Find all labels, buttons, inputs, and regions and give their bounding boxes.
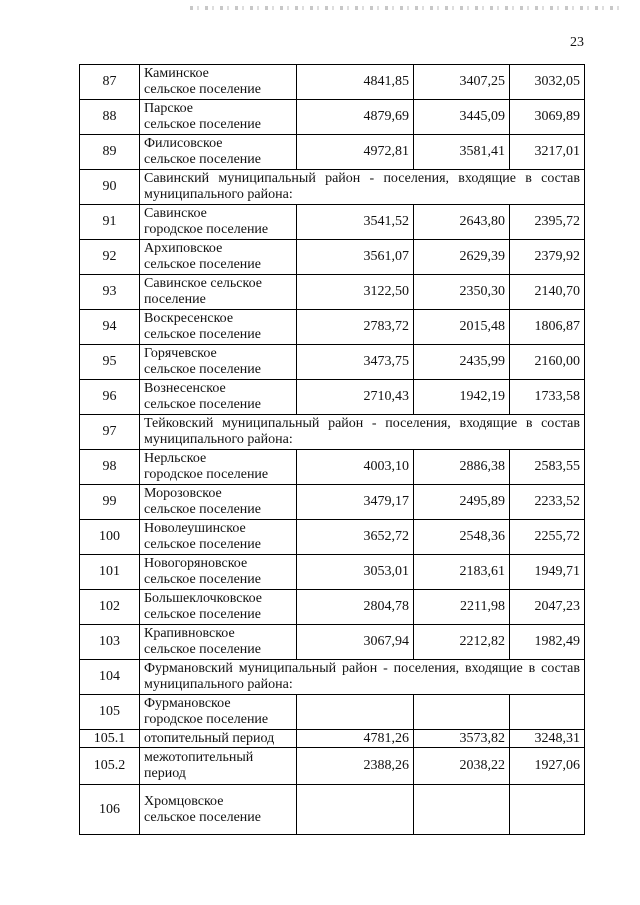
value-cell-v3: 3069,89	[510, 100, 585, 135]
value-cell-v3: 2140,70	[510, 275, 585, 310]
row-number: 96	[80, 380, 140, 415]
settlement-name	[140, 730, 297, 748]
row-number: 97	[80, 415, 140, 450]
row-number: 101	[80, 555, 140, 590]
value-cell-v3: 2233,52	[510, 485, 585, 520]
value-cell-v3: 3248,31	[510, 730, 585, 748]
settlement-name	[140, 520, 297, 555]
table-row	[80, 625, 585, 660]
settlement-name-line2: сельское поселение	[144, 117, 261, 132]
value-cell-v1: 3541,52	[297, 205, 414, 240]
row-number: 91	[80, 205, 140, 240]
value-cell-v3: 2255,72	[510, 520, 585, 555]
table-row	[80, 415, 585, 450]
value-cell-v3: 2379,92	[510, 240, 585, 275]
value-cell-v2: 2886,38	[414, 450, 510, 485]
value-cell-v3	[510, 695, 585, 730]
row-number: 103	[80, 625, 140, 660]
settlement-name	[140, 785, 297, 835]
settlement-name-line2: сельское поселение	[144, 809, 261, 825]
value-cell-v2	[414, 785, 510, 835]
value-cell-v2: 2435,99	[414, 345, 510, 380]
value-cell-v3: 2395,72	[510, 205, 585, 240]
settlement-name-line1: Крапивновское	[144, 626, 235, 641]
settlement-name	[140, 100, 297, 135]
row-number: 89	[80, 135, 140, 170]
settlement-name	[140, 240, 297, 275]
table-row	[80, 345, 585, 380]
settlement-name-line2: поселение	[144, 292, 206, 307]
settlement-name-line1: отопительный период	[144, 730, 275, 746]
value-cell-v1: 4879,69	[297, 100, 414, 135]
table-row	[80, 380, 585, 415]
table-row	[80, 170, 585, 205]
value-cell-v1: 3561,07	[297, 240, 414, 275]
value-cell-v1: 3473,75	[297, 345, 414, 380]
value-cell-v1: 2804,78	[297, 590, 414, 625]
settlement-name-line2: сельское поселение	[144, 257, 261, 272]
row-number: 88	[80, 100, 140, 135]
value-cell-v3: 1733,58	[510, 380, 585, 415]
district-header: Савинский муниципальный район - поселения, входящие в состав муниципального района:	[140, 170, 585, 205]
value-cell-v1: 2388,26	[297, 748, 414, 785]
settlement-name-line1: Парское	[144, 101, 194, 116]
row-number: 105.2	[80, 748, 140, 785]
settlement-name-line1: Большеклочковское	[144, 591, 262, 606]
settlement-name-line1: Воскресенское	[144, 311, 234, 326]
value-cell-v3: 1982,49	[510, 625, 585, 660]
row-number: 90	[80, 170, 140, 205]
value-cell-v1	[297, 695, 414, 730]
settlement-name-line1: Филисовское	[144, 136, 223, 151]
settlement-name-line1: Нерльское	[144, 451, 207, 466]
value-cell-v2: 1942,19	[414, 380, 510, 415]
scan-artifact	[190, 6, 620, 10]
value-cell-v2: 2495,89	[414, 485, 510, 520]
settlement-name-line2: сельское поселение	[144, 327, 261, 342]
row-number: 102	[80, 590, 140, 625]
settlement-name-line2: период	[144, 766, 186, 781]
row-number: 104	[80, 660, 140, 695]
value-cell-v3: 2583,55	[510, 450, 585, 485]
value-cell-v1: 4781,26	[297, 730, 414, 748]
value-cell-v1: 2783,72	[297, 310, 414, 345]
table-row	[80, 485, 585, 520]
value-cell-v3	[510, 785, 585, 835]
row-number: 105	[80, 695, 140, 730]
row-number: 106	[80, 785, 140, 835]
settlement-name	[140, 380, 297, 415]
value-cell-v3: 3217,01	[510, 135, 585, 170]
table-row	[80, 730, 585, 748]
settlement-name-line1: Савинское сельское	[144, 276, 262, 291]
settlement-name	[140, 555, 297, 590]
value-cell-v1: 3479,17	[297, 485, 414, 520]
value-cell-v1: 3652,72	[297, 520, 414, 555]
settlement-name-line2: сельское поселение	[144, 82, 261, 97]
table-row	[80, 135, 585, 170]
settlement-name-line2: сельское поселение	[144, 642, 261, 657]
value-cell-v1: 2710,43	[297, 380, 414, 415]
settlement-name-line1: Савинское	[144, 206, 207, 221]
district-header: Фурмановский муниципальный район - поселения, входящие в состав муниципального района:	[140, 660, 585, 695]
settlement-name-line2: сельское поселение	[144, 607, 261, 622]
table-row	[80, 240, 585, 275]
settlement-name	[140, 275, 297, 310]
value-cell-v2: 2350,30	[414, 275, 510, 310]
value-cell-v1: 3122,50	[297, 275, 414, 310]
row-number: 92	[80, 240, 140, 275]
value-cell-v1: 4003,10	[297, 450, 414, 485]
settlement-name	[140, 205, 297, 240]
table-row	[80, 785, 585, 835]
settlement-name-line2: сельское поселение	[144, 572, 261, 587]
value-cell-v2: 2212,82	[414, 625, 510, 660]
row-number: 99	[80, 485, 140, 520]
value-cell-v3: 2047,23	[510, 590, 585, 625]
value-cell-v1: 4841,85	[297, 65, 414, 100]
value-cell-v1	[297, 785, 414, 835]
table-row	[80, 748, 585, 785]
table-row	[80, 100, 585, 135]
settlement-name-line1: межотопительный	[144, 750, 254, 765]
value-cell-v1: 3053,01	[297, 555, 414, 590]
table-row	[80, 695, 585, 730]
row-number: 95	[80, 345, 140, 380]
settlement-name-line1: Каминское	[144, 66, 209, 81]
value-cell-v2: 3573,82	[414, 730, 510, 748]
table-row	[80, 450, 585, 485]
table-row	[80, 65, 585, 100]
settlement-name	[140, 748, 297, 785]
table-row	[80, 275, 585, 310]
value-cell-v3: 3032,05	[510, 65, 585, 100]
value-cell-v1: 4972,81	[297, 135, 414, 170]
settlement-name-line1: Морозовское	[144, 486, 222, 501]
value-cell-v2: 3407,25	[414, 65, 510, 100]
table-row	[80, 520, 585, 555]
page-number: 23	[570, 35, 584, 50]
settlement-name-line1: Новолеушинское	[144, 521, 246, 536]
settlement-name	[140, 485, 297, 520]
value-cell-v2: 2629,39	[414, 240, 510, 275]
value-cell-v2: 2038,22	[414, 748, 510, 785]
settlement-name	[140, 625, 297, 660]
row-number: 94	[80, 310, 140, 345]
value-cell-v2: 2015,48	[414, 310, 510, 345]
row-number: 105.1	[80, 730, 140, 748]
value-cell-v2	[414, 695, 510, 730]
settlement-name	[140, 135, 297, 170]
settlement-name-line1: Хромцовское	[144, 793, 224, 809]
table-row	[80, 590, 585, 625]
settlement-name	[140, 590, 297, 625]
value-cell-v2: 3445,09	[414, 100, 510, 135]
row-number: 93	[80, 275, 140, 310]
settlement-name-line2: городское поселение	[144, 467, 269, 482]
settlement-name	[140, 345, 297, 380]
settlement-name	[140, 310, 297, 345]
settlement-name-line1: Горячевское	[144, 346, 217, 361]
value-cell-v2: 2211,98	[414, 590, 510, 625]
row-number: 100	[80, 520, 140, 555]
settlement-name-line2: сельское поселение	[144, 362, 261, 377]
value-cell-v3: 1927,06	[510, 748, 585, 785]
settlement-name	[140, 65, 297, 100]
value-cell-v3: 1806,87	[510, 310, 585, 345]
value-cell-v1: 3067,94	[297, 625, 414, 660]
row-number: 87	[80, 65, 140, 100]
table-row	[80, 205, 585, 240]
settlement-name-line1: Фурмановское	[144, 696, 231, 711]
settlement-name-line2: сельское поселение	[144, 502, 261, 517]
row-number: 98	[80, 450, 140, 485]
settlement-name-line2: сельское поселение	[144, 152, 261, 167]
value-cell-v3: 2160,00	[510, 345, 585, 380]
settlement-name-line2: городское поселение	[144, 222, 269, 237]
value-cell-v2: 3581,41	[414, 135, 510, 170]
value-cell-v2: 2548,36	[414, 520, 510, 555]
table-row	[80, 555, 585, 590]
tariff-table	[79, 64, 585, 835]
settlement-name-line1: Новогоряновское	[144, 556, 248, 571]
table-row	[80, 310, 585, 345]
value-cell-v3: 1949,71	[510, 555, 585, 590]
settlement-name-line2: городское поселение	[144, 712, 269, 727]
settlement-name-line2: сельское поселение	[144, 397, 261, 412]
settlement-name	[140, 450, 297, 485]
value-cell-v2: 2183,61	[414, 555, 510, 590]
settlement-name	[140, 695, 297, 730]
settlement-name-line2: сельское поселение	[144, 537, 261, 552]
district-header: Тейковский муниципальный район - поселения, входящие в состав муниципального района:	[140, 415, 585, 450]
value-cell-v2: 2643,80	[414, 205, 510, 240]
table-row	[80, 660, 585, 695]
settlement-name-line1: Вознесенское	[144, 381, 226, 396]
settlement-name-line1: Архиповское	[144, 241, 223, 256]
